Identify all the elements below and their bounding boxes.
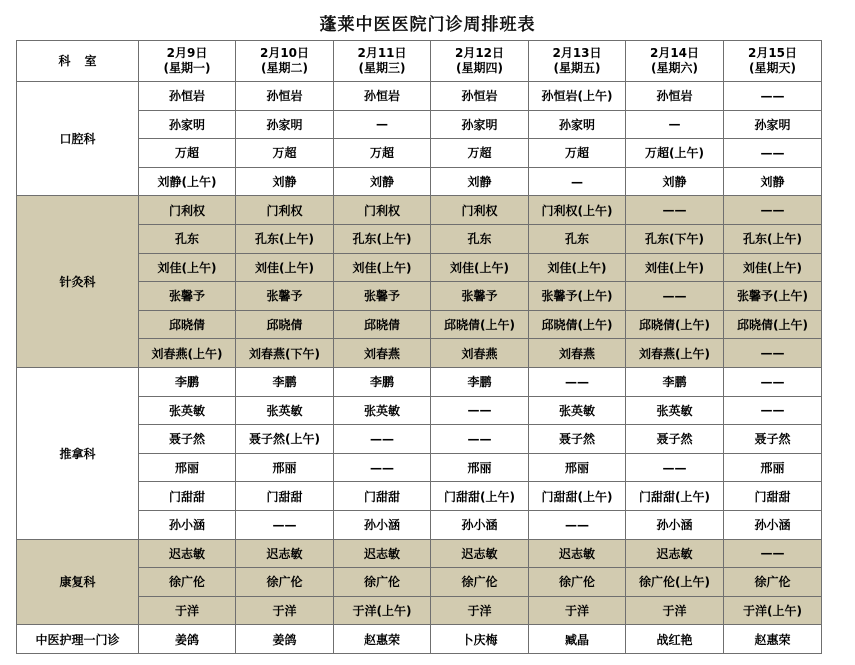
day-weekday: (星期四) (456, 61, 503, 75)
schedule-cell: 邢丽 (529, 453, 626, 482)
schedule-cell: 聂子然 (724, 425, 822, 454)
table-row (17, 367, 822, 396)
day-weekday: (星期三) (358, 61, 406, 75)
schedule-cell: 张英敏 (626, 396, 724, 425)
schedule-cell: 门甜甜 (334, 482, 431, 511)
schedule-cell: 邱晓倩 (236, 310, 334, 339)
day-header (626, 41, 724, 82)
schedule-cell: 刘佳(上午) (236, 253, 334, 282)
schedule-cell: 孙家明 (139, 110, 236, 139)
table-row (17, 196, 822, 225)
schedule-cell: 刘静 (724, 167, 822, 196)
schedule-cell: 刘静 (626, 167, 724, 196)
schedule-cell: 孙家明 (529, 110, 626, 139)
schedule-cell: 迟志敏 (529, 539, 626, 568)
schedule-cell: —— (334, 453, 431, 482)
schedule-cell: 刘春燕 (431, 339, 529, 368)
schedule-cell: 赵惠荣 (334, 625, 431, 654)
dept-header: 科室 (17, 41, 139, 82)
schedule-cell: 邢丽 (724, 453, 822, 482)
schedule-cell: 卜庆梅 (431, 625, 529, 654)
schedule-cell: 张馨予(上午) (529, 282, 626, 311)
schedule-cell: 孙恒岩(上午) (529, 82, 626, 111)
schedule-cell: 邱晓倩(上午) (529, 310, 626, 339)
schedule-cell: 于洋(上午) (724, 596, 822, 625)
schedule-cell: 门甜甜(上午) (529, 482, 626, 511)
schedule-cell: 迟志敏 (236, 539, 334, 568)
department-name: 中医护理一门诊 (17, 625, 139, 654)
schedule-cell: 孙恒岩 (334, 82, 431, 111)
schedule-cell: 张英敏 (139, 396, 236, 425)
schedule-cell: 孙恒岩 (626, 82, 724, 111)
schedule-cell: 孙恒岩 (139, 82, 236, 111)
schedule-cell: 邢丽 (139, 453, 236, 482)
schedule-cell: 万超 (431, 139, 529, 168)
schedule-cell: 孙恒岩 (236, 82, 334, 111)
day-header (529, 41, 626, 82)
schedule-cell: 邢丽 (431, 453, 529, 482)
day-date: 2月15日 (747, 46, 798, 60)
schedule-cell: 万超 (139, 139, 236, 168)
schedule-cell: 万超 (334, 139, 431, 168)
schedule-cell: 张馨予 (236, 282, 334, 311)
schedule-cell: 邱晓倩 (334, 310, 431, 339)
schedule-cell: 姜鸽 (139, 625, 236, 654)
schedule-cell: —— (529, 367, 626, 396)
schedule-cell: 李鹏 (334, 367, 431, 396)
day-header (236, 41, 334, 82)
day-header (139, 41, 236, 82)
schedule-cell: 徐广伦 (724, 568, 822, 597)
schedule-cell: 孔东(上午) (724, 224, 822, 253)
schedule-cell: 邱晓倩(上午) (626, 310, 724, 339)
schedule-cell: 刘佳(上午) (724, 253, 822, 282)
schedule-cell: 于洋(上午) (334, 596, 431, 625)
schedule-cell: 刘春燕 (529, 339, 626, 368)
schedule-table (16, 40, 822, 654)
schedule-cell: 门利权 (236, 196, 334, 225)
schedule-cell: 刘佳(上午) (431, 253, 529, 282)
schedule-cell: —— (626, 196, 724, 225)
schedule-cell: 臧晶 (529, 625, 626, 654)
schedule-cell: 门甜甜(上午) (626, 482, 724, 511)
schedule-cell: 聂子然(上午) (236, 425, 334, 454)
schedule-cell: 门利权 (431, 196, 529, 225)
schedule-cell: 徐广伦 (139, 568, 236, 597)
schedule-cell: 孙家明 (431, 110, 529, 139)
schedule-cell: —— (724, 139, 822, 168)
day-date: 2月14日 (649, 46, 700, 60)
table-row (17, 82, 822, 111)
schedule-cell: 孔东(下午) (626, 224, 724, 253)
schedule-cell: 刘静 (236, 167, 334, 196)
table-row (17, 539, 822, 568)
schedule-cell: —— (724, 82, 822, 111)
schedule-cell: 聂子然 (139, 425, 236, 454)
day-header (431, 41, 529, 82)
schedule-cell: 张馨予 (431, 282, 529, 311)
schedule-cell: 门甜甜 (236, 482, 334, 511)
department-name: 口腔科 (17, 82, 139, 196)
page-title: 蓬莱中医医院门诊周排班表 (319, 15, 536, 35)
schedule-cell: —— (724, 196, 822, 225)
schedule-cell: 孔东 (139, 224, 236, 253)
schedule-cell: —— (431, 425, 529, 454)
schedule-cell: 邱晓倩(上午) (431, 310, 529, 339)
schedule-cell: 徐广伦 (529, 568, 626, 597)
schedule-cell: 徐广伦(上午) (626, 568, 724, 597)
schedule-cell: 徐广伦 (431, 568, 529, 597)
schedule-cell: 迟志敏 (139, 539, 236, 568)
department-name: 康复科 (17, 539, 139, 625)
day-weekday: (星期六) (651, 61, 698, 75)
schedule-cell: —— (626, 453, 724, 482)
schedule-cell: —— (236, 510, 334, 539)
schedule-cell: 迟志敏 (431, 539, 529, 568)
schedule-cell: —— (529, 510, 626, 539)
schedule-cell: 孔东 (431, 224, 529, 253)
schedule-cell: 张馨予 (334, 282, 431, 311)
schedule-cell: 邱晓倩(上午) (724, 310, 822, 339)
schedule-cell: 门利权 (334, 196, 431, 225)
schedule-cell: —— (724, 367, 822, 396)
schedule-cell: 刘佳(上午) (626, 253, 724, 282)
schedule-cell: 孙小涵 (724, 510, 822, 539)
schedule-cell: 徐广伦 (236, 568, 334, 597)
schedule-cell: 孙小涵 (431, 510, 529, 539)
schedule-cell: 孔东 (529, 224, 626, 253)
schedule-cell: 聂子然 (626, 425, 724, 454)
schedule-cell: 孔东(上午) (334, 224, 431, 253)
day-weekday: (星期二) (261, 61, 308, 75)
schedule-cell: 迟志敏 (626, 539, 724, 568)
day-date: 2月11日 (357, 46, 407, 60)
schedule-cell: 聂子然 (529, 425, 626, 454)
schedule-cell: 门甜甜 (724, 482, 822, 511)
schedule-cell: —— (626, 282, 724, 311)
schedule-cell: 刘佳(上午) (139, 253, 236, 282)
schedule-cell: 于洋 (626, 596, 724, 625)
schedule-cell: 徐广伦 (334, 568, 431, 597)
schedule-cell: — (626, 110, 724, 139)
day-date: 2月10日 (259, 46, 310, 60)
schedule-cell: — (529, 167, 626, 196)
day-weekday: (星期五) (553, 61, 601, 75)
schedule-cell: —— (724, 539, 822, 568)
schedule-cell: 门甜甜 (139, 482, 236, 511)
schedule-cell: 刘静 (334, 167, 431, 196)
schedule-cell: 李鹏 (139, 367, 236, 396)
schedule-cell: —— (431, 396, 529, 425)
day-date: 2月12日 (454, 46, 505, 60)
schedule-cell: 孙家明 (236, 110, 334, 139)
department-name: 推拿科 (17, 367, 139, 539)
schedule-cell: 张英敏 (334, 396, 431, 425)
header-row (17, 41, 822, 82)
schedule-cell: 刘春燕(下午) (236, 339, 334, 368)
schedule-cell: 李鹏 (626, 367, 724, 396)
day-header (724, 41, 822, 82)
schedule-cell: —— (334, 425, 431, 454)
schedule-cell: 孙小涵 (334, 510, 431, 539)
schedule-cell: —— (724, 396, 822, 425)
day-date: 2月9日 (166, 46, 208, 60)
schedule-cell: 刘佳(上午) (529, 253, 626, 282)
day-header (334, 41, 431, 82)
day-date: 2月13日 (552, 46, 602, 60)
schedule-cell: 于洋 (529, 596, 626, 625)
schedule-cell: 刘春燕 (334, 339, 431, 368)
schedule-cell: 孙小涵 (139, 510, 236, 539)
schedule-cell: 张馨予(上午) (724, 282, 822, 311)
schedule-cell: 万超 (529, 139, 626, 168)
schedule-cell: 孙恒岩 (431, 82, 529, 111)
schedule-cell: 刘春燕(上午) (626, 339, 724, 368)
schedule-cell: 战红艳 (626, 625, 724, 654)
schedule-cell: 刘静 (431, 167, 529, 196)
day-weekday: (星期一) (163, 61, 211, 75)
schedule-cell: 孙小涵 (626, 510, 724, 539)
schedule-cell: 刘佳(上午) (334, 253, 431, 282)
schedule-cell: 于洋 (236, 596, 334, 625)
schedule-cell: 门利权(上午) (529, 196, 626, 225)
schedule-cell: 门甜甜(上午) (431, 482, 529, 511)
department-name: 针灸科 (17, 196, 139, 368)
schedule-cell: 邢丽 (236, 453, 334, 482)
schedule-cell: 邱晓倩 (139, 310, 236, 339)
schedule-cell: 李鹏 (431, 367, 529, 396)
schedule-cell: 张英敏 (529, 396, 626, 425)
schedule-cell: 李鹏 (236, 367, 334, 396)
schedule-cell: 孙家明 (724, 110, 822, 139)
schedule-cell: 万超 (236, 139, 334, 168)
schedule-cell: 张馨予 (139, 282, 236, 311)
schedule-cell: 张英敏 (236, 396, 334, 425)
schedule-cell: 孔东(上午) (236, 224, 334, 253)
schedule-cell: 迟志敏 (334, 539, 431, 568)
schedule-cell: 姜鸽 (236, 625, 334, 654)
table-row (17, 625, 822, 654)
schedule-cell: 于洋 (139, 596, 236, 625)
schedule-cell: —— (724, 339, 822, 368)
schedule-cell: — (334, 110, 431, 139)
schedule-cell: 刘春燕(上午) (139, 339, 236, 368)
schedule-cell: 刘静(上午) (139, 167, 236, 196)
schedule-cell: 赵惠荣 (724, 625, 822, 654)
schedule-cell: 万超(上午) (626, 139, 724, 168)
day-weekday: (星期天) (749, 61, 796, 75)
schedule-cell: 于洋 (431, 596, 529, 625)
schedule-cell: 门利权 (139, 196, 236, 225)
